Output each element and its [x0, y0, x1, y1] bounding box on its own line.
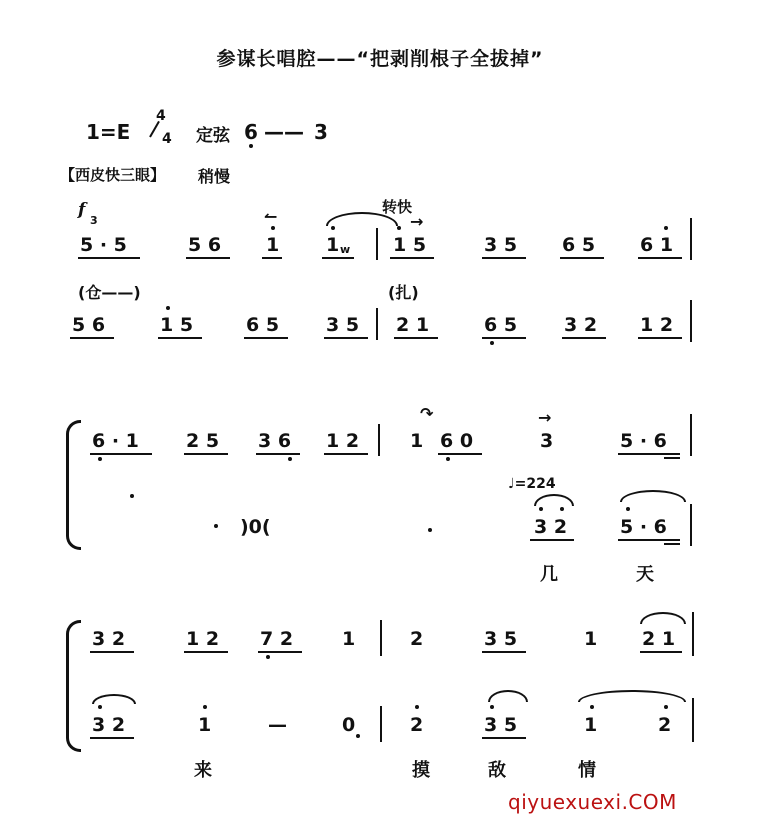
- beam: [90, 651, 134, 653]
- note-group: 3 2: [92, 628, 126, 650]
- high-octave-dot: [626, 507, 630, 511]
- system-bracket: [66, 620, 81, 752]
- note-group: 2 1: [396, 314, 430, 336]
- high-octave-dot: [397, 226, 401, 230]
- note: 2: [410, 628, 424, 650]
- note-group: 1 5: [160, 314, 194, 336]
- note-group: 6 5: [484, 314, 518, 336]
- beam: [530, 539, 574, 541]
- beam: [90, 453, 152, 455]
- rest-mark: )0(: [240, 516, 271, 538]
- beam: [664, 543, 680, 545]
- rest: 0: [342, 714, 356, 736]
- system-bracket: [66, 420, 81, 550]
- high-octave-dot: [664, 226, 668, 230]
- barline: [380, 706, 382, 742]
- slur: [578, 690, 686, 702]
- high-octave-dot: [331, 226, 335, 230]
- tuning-to: 3: [314, 120, 328, 144]
- high-octave-dot: [539, 507, 543, 511]
- beam: [438, 453, 482, 455]
- metronome-mark: ♩=224: [508, 476, 556, 492]
- high-octave-dot: [490, 705, 494, 709]
- note-group: 6 0: [440, 430, 474, 452]
- beam: [78, 257, 140, 259]
- note-group: 1 2: [326, 430, 360, 452]
- barline: [376, 228, 378, 260]
- note-group: 3 2: [92, 714, 126, 736]
- note-group: 3 5: [484, 714, 518, 736]
- triplet-mark: 3: [90, 214, 98, 227]
- beam: [390, 257, 434, 259]
- beam: [322, 257, 354, 259]
- high-octave-dot: [203, 705, 207, 709]
- beam: [482, 737, 526, 739]
- beam: [394, 337, 438, 339]
- beam: [618, 539, 680, 541]
- note: 1: [266, 234, 280, 256]
- note-group: 5 · 6: [620, 516, 667, 538]
- rest-dot: [130, 494, 134, 498]
- accent-arrow-icon: →: [538, 408, 552, 427]
- high-octave-dot: [560, 507, 564, 511]
- note-group: 1 5: [393, 234, 427, 256]
- beam: [158, 337, 202, 339]
- low-octave-dot: [490, 341, 494, 345]
- note-group: 3 2: [564, 314, 598, 336]
- note-group: 1 2: [640, 314, 674, 336]
- slur: [488, 690, 528, 702]
- beam: [324, 337, 368, 339]
- beam: [324, 453, 368, 455]
- note-group: 7 2: [260, 628, 294, 650]
- rest-dot: [428, 528, 432, 532]
- beam: [562, 337, 606, 339]
- note-group: 3 5: [484, 628, 518, 650]
- lyric: 敌: [488, 760, 506, 781]
- percussion-cue: (扎): [388, 283, 419, 302]
- high-octave-dot: [415, 705, 419, 709]
- slur: [92, 694, 136, 704]
- beam: [482, 337, 526, 339]
- time-slash: [149, 121, 160, 138]
- trill-mark: w: [340, 243, 351, 256]
- beam: [482, 257, 526, 259]
- barline: [690, 218, 692, 260]
- lyric: 几: [540, 564, 558, 585]
- bend-arrow-icon: ↼: [264, 207, 278, 226]
- key-signature: 1=E: [86, 120, 131, 144]
- beam: [70, 337, 114, 339]
- note-group: 6 · 1: [92, 430, 139, 452]
- low-octave-dot: [266, 655, 270, 659]
- note-group: 5 · 6: [620, 430, 667, 452]
- rest-dot: [214, 524, 218, 528]
- note-group: 2 5: [186, 430, 220, 452]
- breath-dot: [356, 734, 360, 738]
- tuning-from: 6: [244, 120, 258, 144]
- high-octave-dot: [98, 705, 102, 709]
- beam: [244, 337, 288, 339]
- lyric: 摸: [412, 760, 430, 781]
- site-watermark: qiyuexuexi.COM: [508, 790, 677, 814]
- time-numerator: 4: [156, 108, 166, 124]
- note-group: 5 6: [72, 314, 106, 336]
- beam: [256, 453, 300, 455]
- barline: [376, 308, 378, 340]
- beam: [560, 257, 604, 259]
- note-group: 3 2: [534, 516, 568, 538]
- note-group: 5 6: [188, 234, 222, 256]
- beam: [184, 453, 228, 455]
- note-group: 1 2: [186, 628, 220, 650]
- note-group: 6 5: [562, 234, 596, 256]
- barline: [378, 424, 380, 456]
- low-octave-dot: [446, 457, 450, 461]
- note: 1: [584, 714, 598, 736]
- beam: [258, 651, 302, 653]
- barline: [690, 300, 692, 342]
- note-group: 3 5: [326, 314, 360, 336]
- tempo-change: 转快: [382, 198, 413, 216]
- slur: [640, 612, 686, 624]
- high-octave-dot: [166, 306, 170, 310]
- barline: [690, 414, 692, 456]
- lyric: 天: [636, 564, 654, 585]
- beam: [618, 453, 680, 455]
- note: 1: [410, 430, 424, 452]
- page-title: 参谋长唱腔——“把剥削根子全拔掉”: [216, 48, 544, 70]
- low-octave-dot: [249, 144, 253, 148]
- lyric: 来: [194, 760, 212, 781]
- note-group: 6 1: [640, 234, 674, 256]
- beam: [640, 651, 682, 653]
- beam: [90, 737, 134, 739]
- slur: [534, 494, 574, 506]
- low-octave-dot: [98, 457, 102, 461]
- beam: [184, 651, 228, 653]
- barline: [380, 620, 382, 656]
- low-octave-dot: [288, 457, 292, 461]
- barline: [690, 504, 692, 546]
- beam: [262, 257, 282, 259]
- beam: [638, 337, 682, 339]
- note-group: 5 · 5: [80, 234, 127, 256]
- tuning-dash: ——: [264, 120, 304, 144]
- barline: [692, 698, 694, 742]
- dynamic-forte: f: [78, 200, 86, 220]
- note: 1: [198, 714, 212, 736]
- note-group: 3 5: [484, 234, 518, 256]
- note-group: 2 1: [642, 628, 676, 650]
- note: 1: [326, 234, 340, 256]
- high-octave-dot: [664, 705, 668, 709]
- turn-arrow-icon: ↷: [420, 404, 434, 423]
- mode-label: 【西皮快三眼】: [60, 166, 166, 184]
- note: 2: [658, 714, 672, 736]
- beam: [638, 257, 682, 259]
- high-octave-dot: [271, 226, 275, 230]
- note: 3: [540, 430, 554, 452]
- high-octave-dot: [590, 705, 594, 709]
- time-denominator: 4: [162, 131, 172, 147]
- tempo-label: 稍慢: [198, 167, 231, 186]
- accent-arrow-icon: →: [410, 212, 424, 231]
- sustain-dash: —: [268, 714, 287, 736]
- beam: [664, 457, 680, 459]
- note-group: 6 5: [246, 314, 280, 336]
- tuning-label: 定弦: [196, 126, 230, 146]
- note-group: 3 6: [258, 430, 292, 452]
- slur: [620, 490, 686, 502]
- note: 2: [410, 714, 424, 736]
- note: 1: [342, 628, 356, 650]
- lyric: 情: [578, 760, 596, 781]
- percussion-cue: (仓——): [78, 283, 141, 302]
- beam: [482, 651, 526, 653]
- beam: [186, 257, 230, 259]
- note: 1: [584, 628, 598, 650]
- barline: [692, 612, 694, 656]
